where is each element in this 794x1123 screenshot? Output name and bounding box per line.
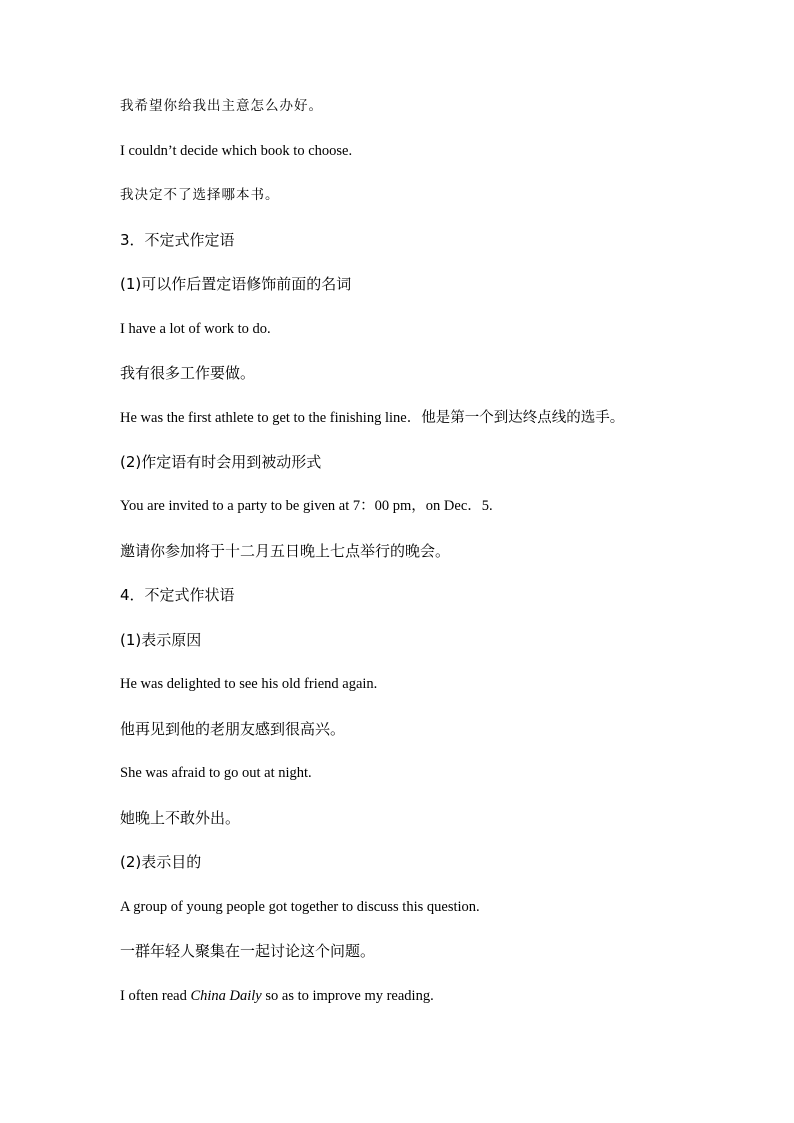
- example-sentence: You are invited to a party to be given at 7：00 pm，on Dec．5.: [120, 498, 493, 514]
- example-translation: 一群年轻人聚集在一起讨论这个问题。: [120, 942, 376, 960]
- example-translation: 她晚上不敢外出。: [120, 809, 241, 827]
- example-translation: 我希望你给我出主意怎么办好。: [120, 98, 323, 114]
- example-sentence: He was the first athlete to get to the finishing line．他是第一个到达终点线的选手。: [120, 410, 625, 426]
- example-sentence: A group of young people got together to discuss this question.: [120, 899, 480, 915]
- example-translation: 邀请你参加将于十二月五日晚上七点举行的晚会。: [120, 542, 451, 560]
- sentence-suffix: so as to improve my reading.: [261, 988, 434, 1004]
- example-sentence: He was delighted to see his old friend again.: [120, 676, 378, 692]
- example-sentence: I couldn’t decide which book to choose.: [120, 143, 353, 159]
- example-translation: 他再见到他的老朋友感到很高兴。: [120, 720, 346, 738]
- subsection-heading: (2)作定语有时会用到被动形式: [120, 453, 322, 471]
- subsection-heading: (1)表示原因: [120, 631, 202, 649]
- newspaper-title: China Daily: [190, 988, 262, 1004]
- section-heading: 3．不定式作定语: [120, 231, 235, 249]
- section-heading: 4．不定式作状语: [120, 586, 235, 604]
- example-sentence: She was afraid to go out at night.: [120, 765, 312, 781]
- example-sentence: I have a lot of work to do.: [120, 321, 271, 337]
- example-translation: 我有很多工作要做。: [120, 364, 256, 382]
- subsection-heading: (2)表示目的: [120, 853, 202, 871]
- subsection-heading: (1)可以作后置定语修饰前面的名词: [120, 275, 352, 293]
- example-sentence: [120, 986, 434, 1006]
- sentence-prefix: I often read: [120, 988, 191, 1004]
- example-translation: 我决定不了选择哪本书。: [120, 187, 280, 203]
